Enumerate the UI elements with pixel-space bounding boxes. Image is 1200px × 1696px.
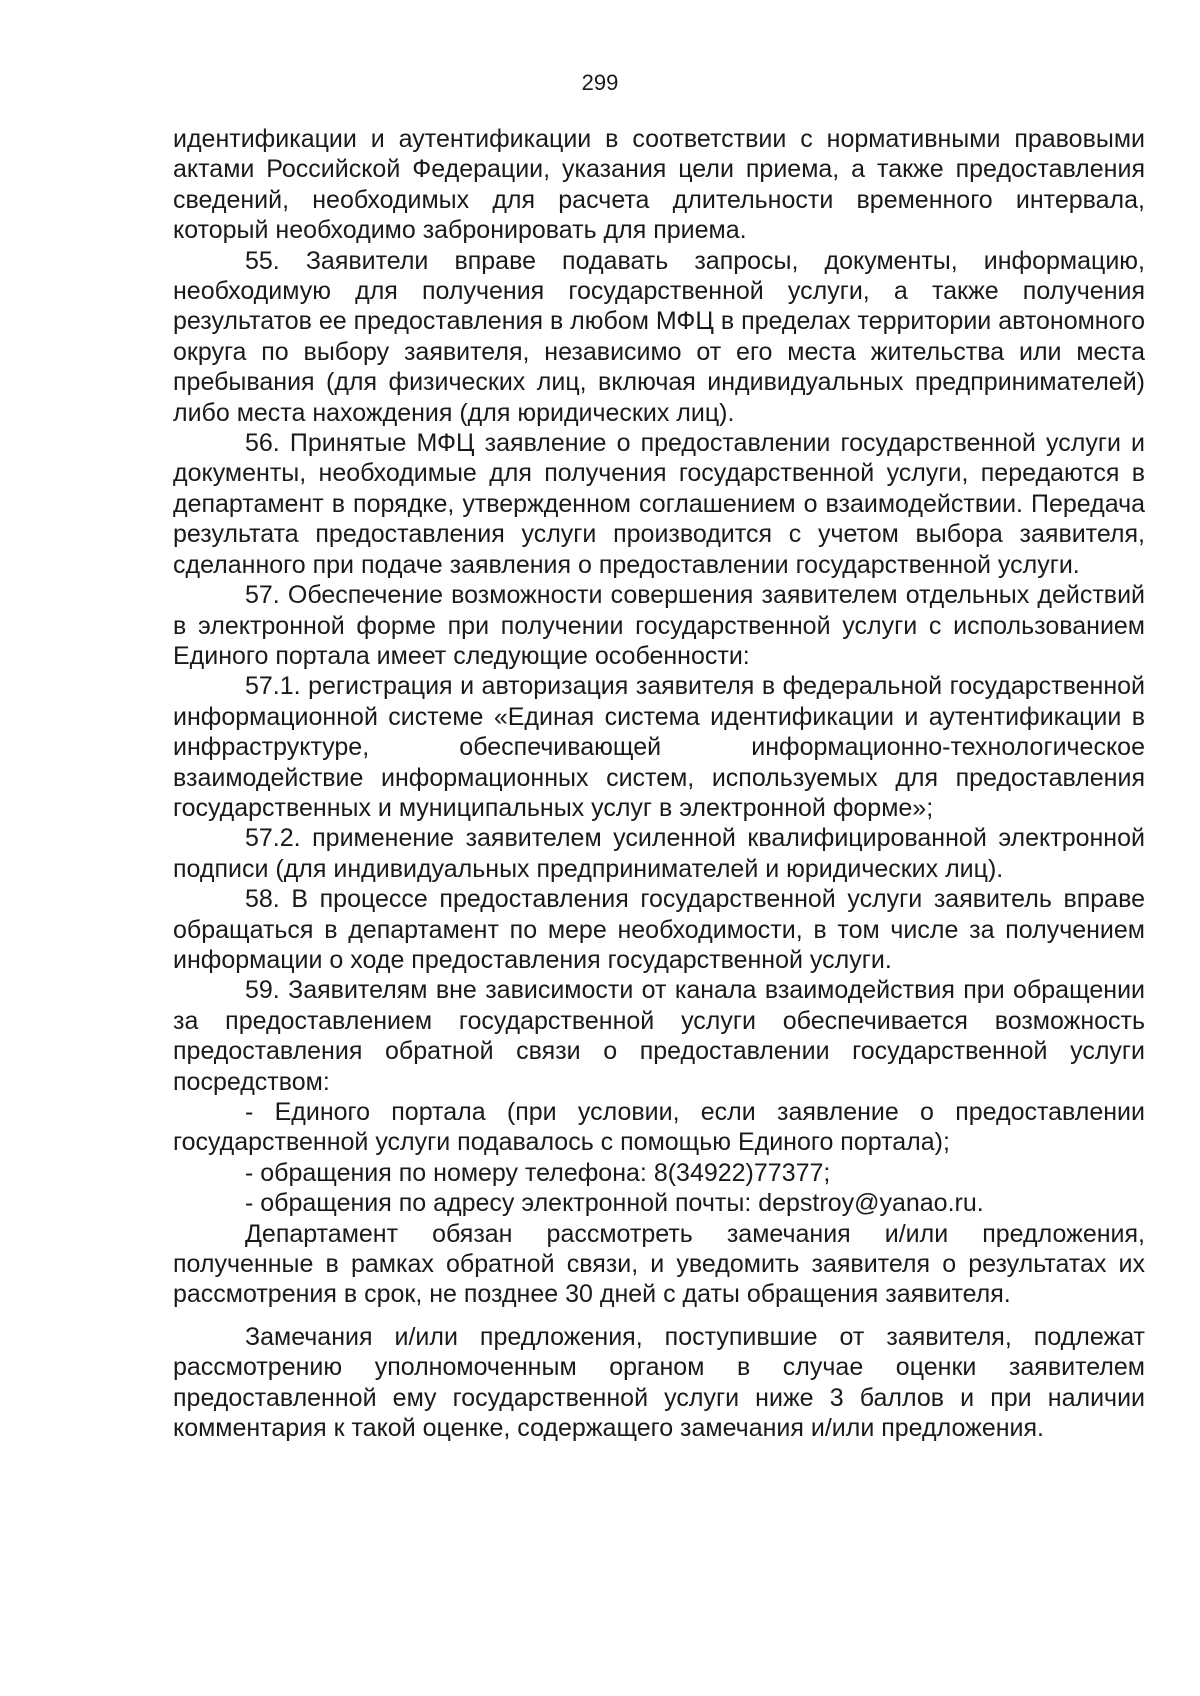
paragraph-58: 58. В процессе предоставления государственной услуги заявитель вправе обращаться в департамент по мере необходимости, в том числе за получением информации о ходе предоставления государственной услуги. <box>173 885 1145 974</box>
list-item-email: - обращения по адресу электронной почты: depstroy@yanao.ru. <box>245 1189 984 1218</box>
paragraph-56: 56. Принятые МФЦ заявление о предоставлении государственной услуги и документы, необходимые для получения государственной услуги, передаются в департамент в порядке, утвержденном соглашением о взаимодействии. Передача результата предоставления услуги производится с учетом выбора заявителя, сделанного при подаче заявления о предоставлении государственной услуги. <box>173 429 1145 579</box>
paragraph-remarks: Замечания и/или предложения, поступившие от заявителя, подлежат рассмотрению уполномоченным органом в случае оценки заявителем предоставленной ему государственной услуги ниже 3 баллов и при наличии комментария к такой оценке, содержащего замечания и/или предложения. <box>173 1322 1145 1443</box>
paragraph-55: 55. Заявители вправе подавать запросы, документы, информацию, необходимую для получения государственной услуги, а также получения результатов ее предоставления в любом МФЦ в пределах территории автономного округа по выбору заявителя, независимо от его места жительства или места пребывания (для физических лиц, включая индивидуальных предпринимателей) либо места нахождения (для юридических лиц). <box>173 246 1145 427</box>
document-body <box>173 124 1145 1443</box>
list-item-portal: - Единого портала (при условии, если заявление о предоставлении государственной услуги подавалось с помощью Единого портала); <box>173 1098 1145 1157</box>
paragraph-59: 59. Заявителям вне зависимости от канала взаимодействия при обращении за предоставлением государственной услуги обеспечивается возможность предоставления обратной связи о предоставлении государственной услуги посредством: <box>173 976 1145 1096</box>
paragraph-department-obligation: Департамент обязан рассмотреть замечания и/или предложения, полученные в рамках обратной связи, и уведомить заявителя о результатах их рассмотрения в срок, не позднее 30 дней с даты обращения заявителя. <box>173 1219 1145 1309</box>
paragraph-continuation: идентификации и аутентификации в соответствии с нормативными правовыми актами Российской Федерации, указания цели приема, а также предоставления сведений, необходимых для расчета длительности временного интервала, который необходимо забронировать для приема. <box>173 125 1145 245</box>
paragraph-57-2: 57.2. применение заявителем усиленной квалифицированной электронной подписи (для индивидуальных предпринимателей и юридических лиц). <box>173 824 1145 883</box>
paragraph-57: 57. Обеспечение возможности совершения заявителем отдельных действий в электронной форме при получении государственной услуги с использованием Единого портала имеет следующие особенности: <box>173 581 1145 670</box>
list-item-phone: - обращения по номеру телефона: 8(34922)77377; <box>245 1158 831 1187</box>
page-number: 299 <box>581 70 619 95</box>
paragraph-57-1: 57.1. регистрация и авторизация заявителя в федеральной государственной информационной системе «Единая система идентификации и аутентификации в инфраструктуре, обеспечивающей информационно-технологическое взаимодействие информационных систем, используемых для предоставления государственных и муниципальных услуг в электронной форме»; <box>173 672 1145 822</box>
